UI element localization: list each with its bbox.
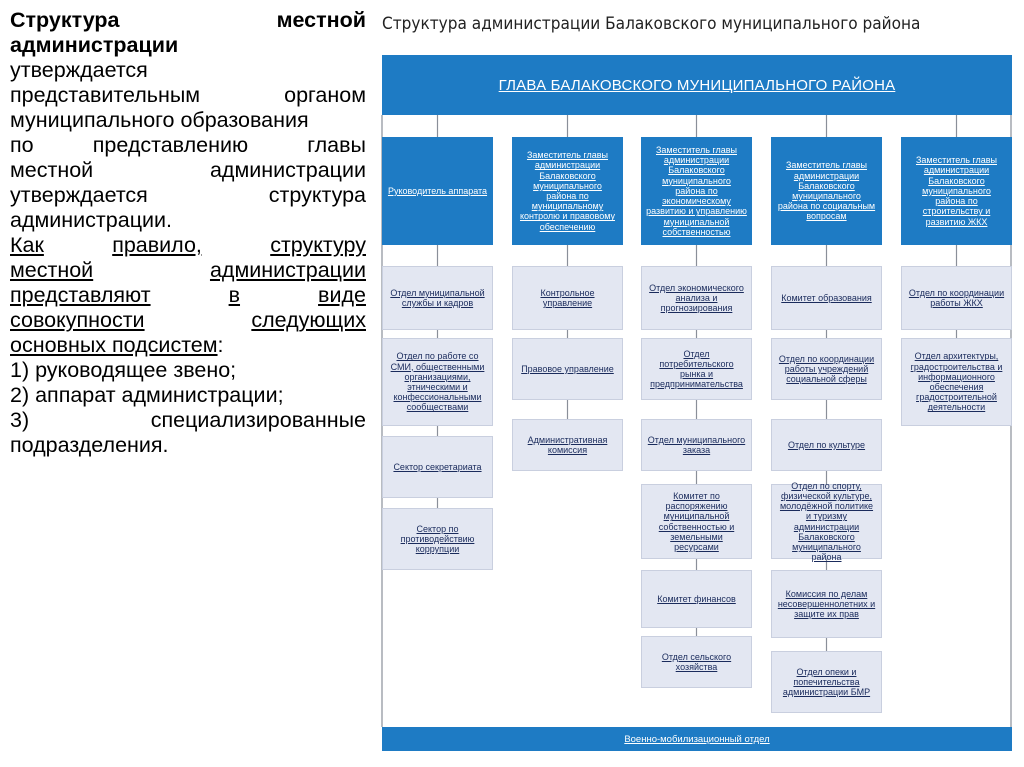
text-line: муниципального образования <box>10 108 309 132</box>
unit-box[interactable]: Отдел по работе со СМИ, общественными организациями, этническими и конфессиональными сообществами <box>382 338 493 426</box>
unit-box[interactable]: Сектор секретариата <box>382 436 493 498</box>
unit-box[interactable]: Отдел по культуре <box>771 419 882 471</box>
word: местной <box>10 158 94 182</box>
heading-line-2: администрации <box>10 33 179 57</box>
heading-word: местной <box>276 8 366 32</box>
unit-box[interactable]: Правовое управление <box>512 338 623 400</box>
word: утверждается <box>10 183 148 207</box>
word: Как <box>10 233 44 257</box>
word: органом <box>284 83 366 107</box>
unit-box[interactable]: Отдел потребительского рынка и предпринимательства <box>641 338 752 400</box>
word: представляют <box>10 283 151 307</box>
unit-box[interactable]: Комитет образования <box>771 266 882 330</box>
list-item-2: 2) аппарат администрации; <box>10 383 284 407</box>
word: правило, <box>112 233 202 257</box>
word: структура <box>268 183 366 207</box>
unit-box[interactable]: Административная комиссия <box>512 419 623 471</box>
underlined-phrase: основных подсистем <box>10 333 218 357</box>
column-header-2[interactable]: Заместитель главы администрации Балаковского муниципального района по муниципальному контролю и правовому обеспечению <box>512 137 623 245</box>
word: главы <box>307 133 366 157</box>
unit-box[interactable]: Комиссия по делам несовершеннолетних и защите их прав <box>771 570 882 638</box>
word: представительным <box>10 83 201 107</box>
unit-box[interactable]: Контрольное управление <box>512 266 623 330</box>
unit-box[interactable]: Отдел архитектуры, градостроительства и информационного обеспечения градостроительной деятельности <box>901 338 1012 426</box>
heading-word: Структура <box>10 8 120 32</box>
word: администрации <box>209 158 366 182</box>
column-header-3[interactable]: Заместитель главы администрации Балаковского муниципального района по экономическому развитию и управлению муниципальной собственностью <box>641 137 752 245</box>
list-item-1: 1) руководящее звено; <box>10 358 237 382</box>
unit-box[interactable]: Отдел муниципальной службы и кадров <box>382 266 493 330</box>
column-header-5[interactable]: Заместитель главы администрации Балаковского муниципального района по строительству и развитию ЖКХ <box>901 137 1012 245</box>
unit-box[interactable]: Отдел опеки и попечительства администрации БМР <box>771 651 882 713</box>
list-item-3-end: подразделения. <box>10 433 169 457</box>
word: представлению <box>92 133 249 157</box>
column-header-4[interactable]: Заместитель главы администрации Балаковского муниципального района по социальным вопросам <box>771 137 882 245</box>
unit-box[interactable]: Отдел по спорту, физической культуре, молодёжной политике и туризму администрации Балаковского муниципального района <box>771 484 882 559</box>
unit-box[interactable]: Отдел сельского хозяйства <box>641 636 752 688</box>
text-line: администрации. <box>10 208 172 232</box>
list-word: специализированные <box>150 408 366 432</box>
word: по <box>10 133 34 157</box>
list-number: 3) <box>10 408 30 432</box>
word: местной <box>10 258 94 282</box>
word: администрации <box>209 258 366 282</box>
word: совокупности <box>10 308 145 332</box>
text-line: утверждается <box>10 58 148 82</box>
chart-title: Структура администрации Балаковского муниципального района <box>382 14 921 33</box>
unit-box[interactable]: Отдел экономического анализа и прогнозирования <box>641 266 752 330</box>
unit-box[interactable]: Отдел муниципального заказа <box>641 419 752 471</box>
unit-box[interactable]: Комитет по распоряжению муниципальной собственностью и земельными ресурсами <box>641 484 752 559</box>
unit-box[interactable]: Отдел по координации работы учреждений социальной сферы <box>771 338 882 400</box>
colon: : <box>217 333 224 357</box>
bottom-box[interactable]: Военно-мобилизационный отдел <box>382 727 1012 751</box>
head-box[interactable]: ГЛАВА БАЛАКОВСКОГО МУНИЦИПАЛЬНОГО РАЙОНА <box>382 55 1012 115</box>
unit-box[interactable]: Комитет финансов <box>641 570 752 628</box>
unit-box[interactable]: Отдел по координации работы ЖКХ <box>901 266 1012 330</box>
column-header-1[interactable]: Руководитель аппарата <box>382 137 493 245</box>
word: следующих <box>251 308 366 332</box>
word: структуру <box>270 233 366 257</box>
word: виде <box>318 283 366 307</box>
word: в <box>228 283 241 307</box>
unit-box[interactable]: Сектор по противодействию коррупции <box>382 508 493 570</box>
